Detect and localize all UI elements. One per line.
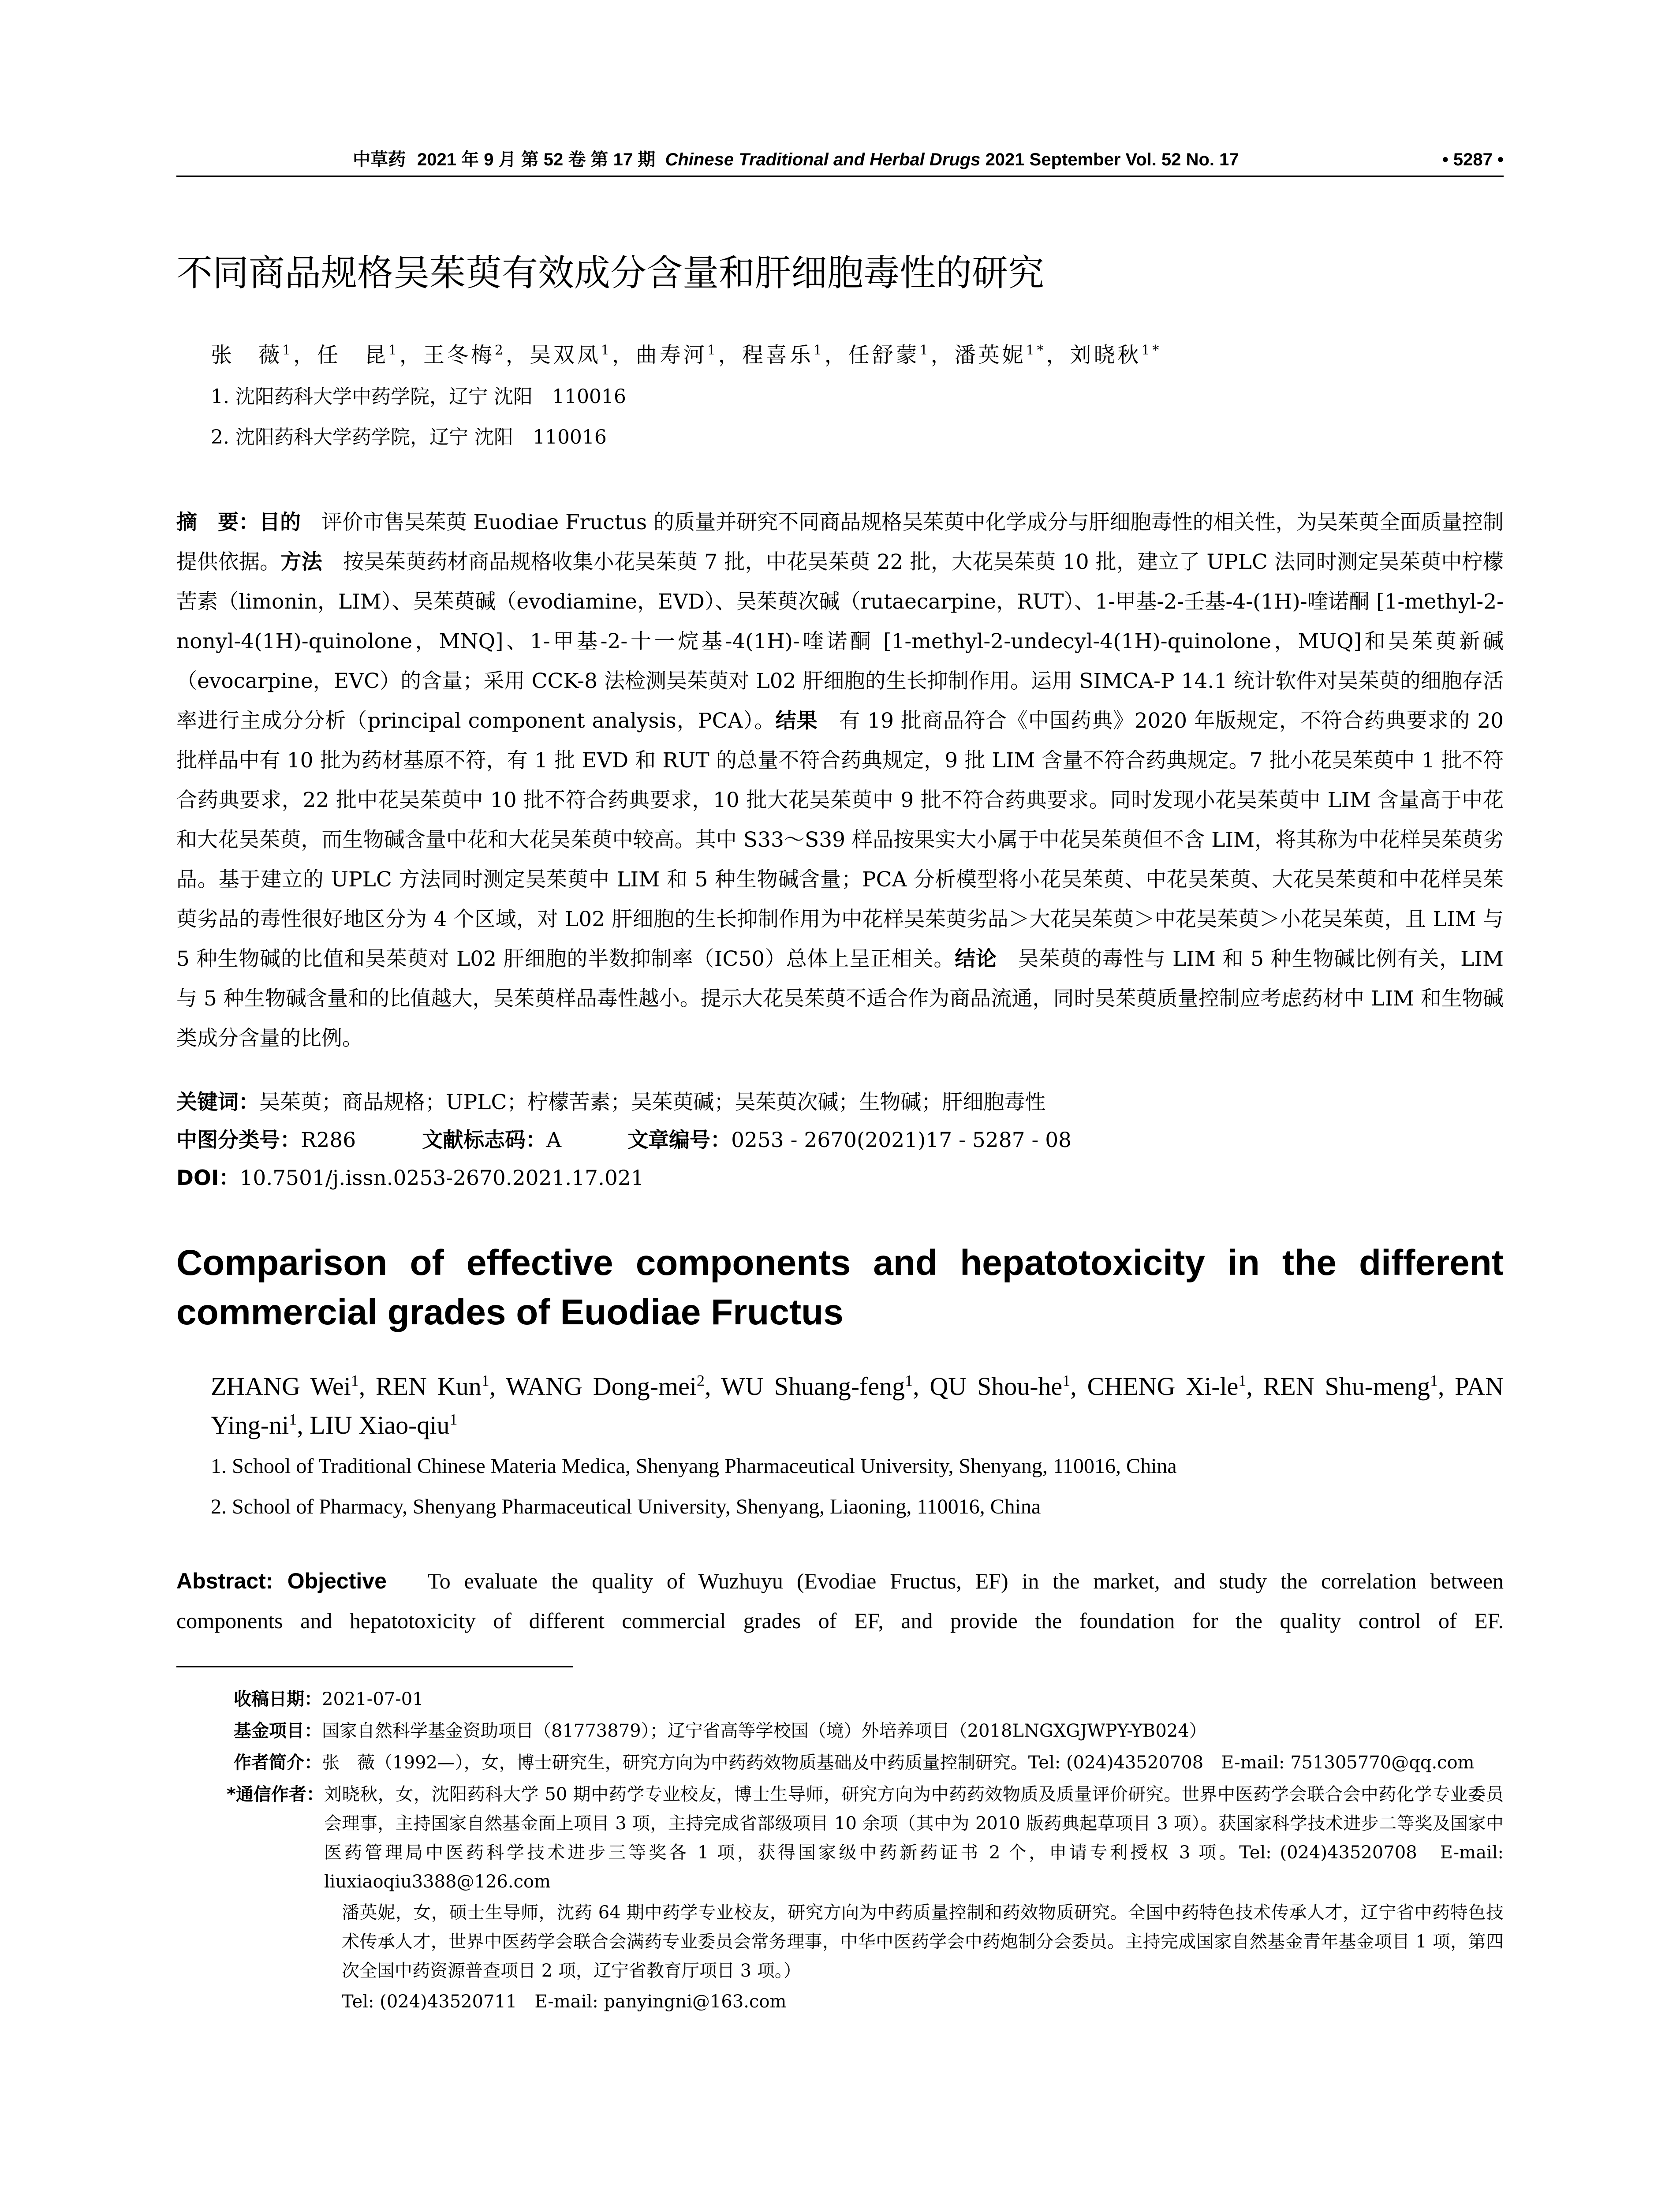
conclusion-label: 结论 bbox=[955, 947, 997, 971]
affiliation-marker: 1 bbox=[813, 343, 825, 358]
footnotes bbox=[227, 1685, 1504, 2016]
clc-value: R286 bbox=[301, 1128, 356, 1152]
running-header bbox=[176, 146, 1504, 173]
affiliation-marker: 1 bbox=[919, 343, 931, 358]
cn-affiliation-2: 2. 沈阳药科大学药学院，辽宁 沈阳 110016 bbox=[211, 426, 607, 448]
results-text: 有 19 批商品符合《中国药典》2020 年版规定，不符合药典要求的 20 批样品中有 10 批为药材基原不符，有 1 批 EVD 和 RUT 的总量不符合药典规定，9 批 LIM 含量不符合药典规定。7 批小花吴茱萸中 1 批不符合药典要求，22 批中花吴茱萸中 10 批不符合药典要求，10 批大花吴茱萸中 9 批不符合药典要求。同时发现小花吴茱萸中 LIM 含量高于中花和大花吴茱萸，而生物碱含量中花和大花吴茱萸中较高。其中 S33～S39 样品按果实大小属于中花吴茱萸但不含 LIM，将其称为中花样吴茱萸劣品。基于建立的 UPLC 方法同时测定吴茱萸中 LIM 和 5 种生物碱含量；PCA 分析模型将小花吴茱萸、中花吴茱萸、大花吴茱萸和中花样吴茱萸劣品的毒性很好地区分为 4 个区域，对 L02 肝细胞的生长抑制作用为中花样吴茱萸劣品＞大花吴茱萸＞中花吴茱萸＞小花吴茱萸，且 LIM 与 5 种生物碱的比值和吴茱萸对 L02 肝细胞的半数抑制率（IC50）总体上呈正相关。 bbox=[176, 709, 1504, 971]
en-affiliation-2: 2. School of Pharmacy, Shenyang Pharmaceutical University, Shenyang, Liaoning, 110016, China bbox=[211, 1495, 1041, 1518]
corr-label: *通信作者： bbox=[227, 1784, 324, 1805]
methods-label: 方法 bbox=[280, 550, 322, 574]
fn-corresponding bbox=[227, 1780, 1504, 2016]
conclusion-text: 吴茱萸的毒性与 LIM 和 5 种生物碱比例有关，LIM 与 5 种生物碱含量和的比值越大，吴茱萸样品毒性越小。提示大花吴茱萸不适合作为商品流通，同时吴茱萸质量控制应考虑药材中 LIM 和生物碱类成分含量的比例。 bbox=[176, 947, 1504, 1050]
affiliation-marker: 1 bbox=[905, 1372, 913, 1390]
doi-value: 10.7501/j.issn.0253-2670.2021.17.021 bbox=[239, 1166, 644, 1190]
fund-label: 基金项目： bbox=[234, 1721, 322, 1741]
footnote-rule bbox=[176, 1666, 573, 1667]
fn-author bbox=[234, 1748, 1504, 1777]
affiliation-marker: 1 bbox=[351, 1372, 359, 1390]
affiliation-marker: 1 bbox=[449, 1410, 458, 1428]
doi-label: DOI： bbox=[176, 1166, 240, 1190]
affiliation-marker: 1 bbox=[388, 343, 399, 358]
doi-line bbox=[176, 1161, 644, 1196]
header-rule bbox=[176, 176, 1504, 177]
fn-received bbox=[234, 1685, 1504, 1714]
results-label: 结果 bbox=[775, 709, 818, 733]
corr-text-1: 刘晓秋，女，沈阳药科大学 50 期中药学专业校友，博士生导师，研究方向为中药药效物质及质量评价研究。世界中医药学会联合会中药化学专业委员会理事，主持国家自然基金面上项目 3 项，主持完成省部级项目 10 余项（其中为 2010 版药典起草项目 3 项）。获国家科学技术进步二等奖及国家中医药管理局中医药科学技术进步三等奖各 1 项，获得国家级中药新药证书 2 个，申请专利授权 3 项。Tel: (024)43520708 E-mail: liuxiaoqiu3388@126.com bbox=[324, 1784, 1504, 1892]
cn-abstract bbox=[176, 503, 1504, 1058]
fn-fund bbox=[234, 1716, 1504, 1745]
affiliation-marker: 1 bbox=[481, 1372, 489, 1390]
author-label: 作者简介： bbox=[234, 1753, 322, 1773]
en-authors: ZHANG Wei$^1$, REN Kun$^1$, WANG Dong-mei$^2$, WU Shuang-feng$^1$, QU Shou-$he^1$, CHENG $Xi-le^1$, REN Shu-meng$^1$, PAN Ying-$ni^1$, LIU Xiao-qiu$^1$ bbox=[211, 1372, 1504, 1439]
affiliation-marker: 1 bbox=[707, 343, 718, 358]
corr-contact-2: Tel: (024)43520711 E-mail: panyingni@163.com bbox=[342, 1992, 787, 2012]
affiliation-marker: 1 bbox=[1238, 1372, 1247, 1390]
affiliation-marker: 1 bbox=[1430, 1372, 1438, 1390]
header-issue-en: 2021 September Vol. 52 No. 17 bbox=[985, 150, 1239, 169]
article-no-value: 0253 - 2670(2021)17 - 5287 - 08 bbox=[731, 1128, 1072, 1152]
affiliation-marker: 2 bbox=[494, 343, 506, 358]
objective-label: 目的 bbox=[259, 510, 301, 534]
header-journal-en: Chinese Traditional and Herbal Drugs bbox=[665, 150, 981, 169]
keywords: 吴茱萸；商品规格；UPLC；柠檬苦素；吴茱萸碱；吴茱萸次碱；生物碱；肝细胞毒性 bbox=[259, 1090, 1046, 1114]
affiliation-marker: 1 bbox=[289, 1410, 297, 1428]
cn-authors: 张 薇$^1$，任 昆$^1$，王冬梅$^2$，吴双凤$^1$，曲寿河$^1$，程喜乐$^1$，任舒蒙$^1$，潘英妮$^{1*}$，刘晓秋$^{1*}$ bbox=[211, 343, 1162, 367]
affiliation-marker: 2 bbox=[696, 1372, 705, 1390]
doc-code-value: A bbox=[546, 1128, 562, 1152]
received-date: 2021-07-01 bbox=[322, 1689, 424, 1709]
page-number: • 5287 • bbox=[1442, 150, 1504, 169]
article-no-label: 文章编号： bbox=[627, 1128, 732, 1152]
header-left bbox=[353, 146, 1239, 173]
header-issue-cn: 2021 年 9 月 第 52 卷 第 17 期 bbox=[417, 150, 656, 169]
doc-code-label: 文献标志码： bbox=[422, 1128, 547, 1152]
author-text: 张 薇（1992—），女，博士研究生，研究方向为中药药效物质基础及中药质量控制研究。Tel: (024)43520708 E-mail: 751305770@qq.com bbox=[322, 1753, 1475, 1773]
cn-title: 不同商品规格吴茱萸有效成分含量和肝细胞毒性的研究 bbox=[176, 252, 1045, 294]
en-title: Comparison of effective components and hepatotoxicity in the different commercial grades of Euodiae Fructus bbox=[176, 1243, 1504, 1332]
cn-affiliation-1: 1. 沈阳药科大学中药学院，辽宁 沈阳 110016 bbox=[211, 385, 626, 408]
affiliation-marker: 1 bbox=[282, 343, 293, 358]
corr-text-2: 潘英妮，女，硕士生导师，沈药 64 期中药学专业校友，研究方向为中药质量控制和药效物质研究。全国中药特色技术传承人才，辽宁省中药特色技术传承人才，世界中医药学会联合会满药专业委员会常务理事，中华中医药学会中药炮制分会委员。主持完成国家自然基金青年基金项目 1 项，第四次全国中药资源普查项目 2 项，辽宁省教育厅项目 3 项。） bbox=[342, 1902, 1504, 1981]
keywords-label: 关键词： bbox=[176, 1090, 259, 1114]
methods-text: 按吴茱萸药材商品规格收集小花吴茱萸 7 批，中花吴茱萸 22 批，大花吴茱萸 10 批，建立了 UPLC 法同时测定吴茱萸中柠檬苦素（limonin，LIM）、吴茱萸碱（evodiamine，EVD）、吴茱萸次碱（rutaecarpine，RUT）、1-甲基-2-壬基-4-(1H)-喹诺酮 [1-methyl-2-nonyl-4(1H)-quinolone，MNQ]、1-甲基-2-十一烷基-4(1H)-喹诺酮 [1-methyl-2-undecyl-4(1H)-quinolone，MUQ]和吴茱萸新碱（evocarpine，EVC）的含量；采用 CCK-8 法检测吴茱萸对 L02 肝细胞的生长抑制作用。运用 SIMCA-P 14.1 统计软件对吴茱萸的细胞存活率进行主成分分析（principal component analysis，PCA）。 bbox=[176, 550, 1504, 733]
clc-label: 中图分类号： bbox=[176, 1128, 301, 1152]
abstract-label: 摘 要： bbox=[176, 510, 260, 534]
journal-mark: 中草药 bbox=[353, 149, 406, 170]
objective-text: 评价市售吴茱萸 Euodiae Fructus 的质量并研究不同商品规格吴茱萸中化学成分与肝细胞毒性的相关性，为吴茱萸全面质量控制提供依据。 bbox=[176, 510, 1504, 574]
en-abstract bbox=[176, 1561, 1504, 1641]
received-label: 收稿日期： bbox=[234, 1689, 322, 1709]
en-abstract-text-1: To evaluate the quality of Wuzhuyu (Evodiae Fructus, EF) in the market, and study the correlation between bbox=[427, 1569, 1504, 1593]
fund-text: 国家自然科学基金资助项目（81773879）；辽宁省高等学校国（境）外培养项目（2018LNGXGJWPY-YB024） bbox=[322, 1721, 1207, 1741]
en-abstract-line-2: components and hepatotoxicity of different commercial grades of EF, and provide the foundation for the quality control of EF. bbox=[176, 1608, 1504, 1633]
affiliation-marker: 1* bbox=[1141, 343, 1162, 358]
en-abstract-label: Abstract: Objective bbox=[176, 1569, 387, 1593]
en-affiliation-1: 1. School of Traditional Chinese Materia Medica, Shenyang Pharmaceutical University, Shenyang, 110016, China bbox=[211, 1454, 1177, 1478]
en-abstract-line-1 bbox=[176, 1561, 1504, 1601]
affiliation-marker: 1 bbox=[1062, 1372, 1071, 1390]
affiliation-marker: 1 bbox=[601, 343, 612, 358]
classification-line bbox=[176, 1123, 1071, 1158]
keywords-line bbox=[176, 1085, 1045, 1120]
affiliation-marker: 1* bbox=[1026, 343, 1046, 358]
